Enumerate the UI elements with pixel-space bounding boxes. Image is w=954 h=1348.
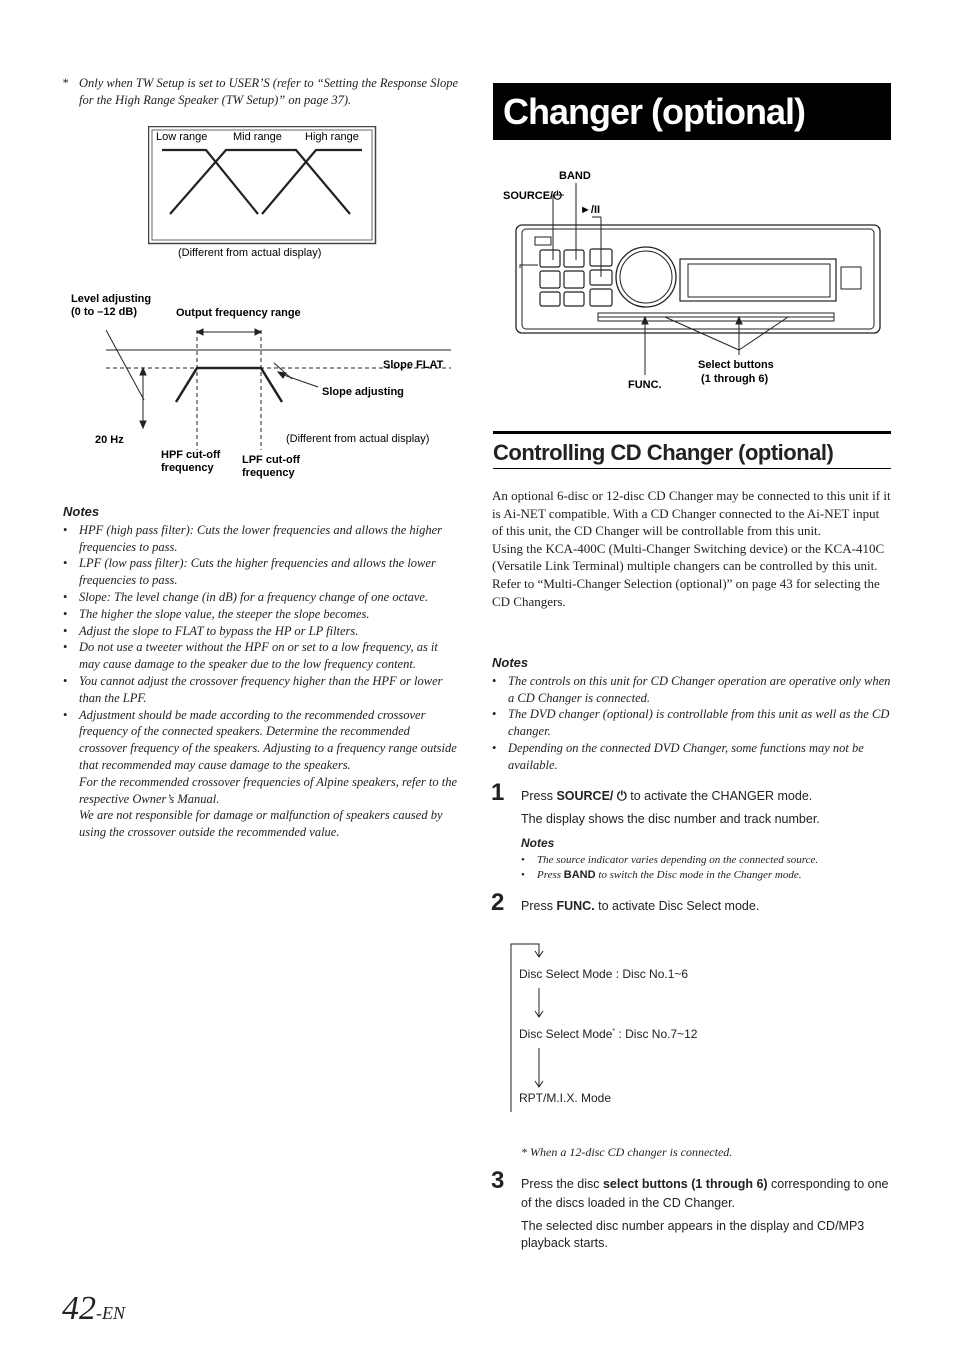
step-2-number: 2 xyxy=(491,889,505,916)
flow-item-2-value: : Disc No.7~12 xyxy=(615,1027,698,1041)
slope-diagram xyxy=(66,290,456,485)
high-range-curve xyxy=(262,150,362,214)
lpf-label-2: frequency xyxy=(242,467,295,479)
step-3-description: The selected disc number appears in the display and CD/MP3 playback starts. xyxy=(521,1219,865,1250)
step-3-number: 3 xyxy=(491,1167,505,1194)
notes-list xyxy=(63,522,461,841)
intro-paragraph-1: An optional 6-disc or 12-disc CD Changer may be connected to this unit if it is Ai-NET compatible. With a CD Changer connected to the Ai-NET input of this unit, the CD Changer will be controllable from this unit. xyxy=(492,488,891,539)
source-label: SOURCE/⏻ xyxy=(503,190,562,202)
range-diagram xyxy=(148,126,378,266)
step-3-bold: select buttons (1 through 6) xyxy=(602,1177,768,1191)
step-1-description: The display shows the disc number and track number. xyxy=(521,812,820,826)
note-bold: BAND xyxy=(563,869,596,881)
hz-label: 20 Hz xyxy=(95,434,124,446)
page-number-value: 42 xyxy=(62,1290,96,1327)
func-label: FUNC. xyxy=(628,379,662,391)
flow-item-2-star: * xyxy=(612,1028,616,1035)
step-1-post: to activate the CHANGER mode. xyxy=(626,789,813,803)
intro-paragraph-2: Using the KCA-400C (Multi-Changer Switching device) or the KCA-410C (Versatile Link Terminal) multiple changers can be controlled by this unit. xyxy=(492,540,885,574)
note-item: • The controls on this unit for CD Changer operation are operative only when a CD Changer is connected. xyxy=(492,673,892,707)
notes-heading: Notes xyxy=(63,504,100,519)
note-long-1: • Adjustment should be made according to the recommended crossover frequency of the connected speakers. Determine the recommended crossover frequency of the speakers. Adjusting to a frequency range outside that recommended may cause damage to the speakers. xyxy=(79,707,457,772)
range-label-high: High range xyxy=(305,131,359,143)
mid-range-curve xyxy=(170,150,350,214)
note-item: • You cannot adjust the crossover frequency higher than the HPF or lower than the LPF. xyxy=(63,673,461,707)
note-item: • The higher the slope value, the steeper the slope becomes. xyxy=(63,606,461,623)
note-item: • HPF (high pass filter): Cuts the lower frequencies and allows the higher frequencies to pass. xyxy=(63,522,461,556)
note-item: • The DVD changer (optional) is controllable from this unit as well as the CD changer. xyxy=(492,706,892,740)
step-2-instruction xyxy=(521,897,891,916)
step-1-note-item: • The source indicator varies depending on the connected source. xyxy=(521,853,891,868)
flow-item-disc-select-2 xyxy=(519,1027,697,1041)
flow-item-rpt-mix: RPT/M.I.X. Mode xyxy=(519,1091,612,1105)
notes-heading: Notes xyxy=(492,655,529,670)
note-pre: Press xyxy=(537,869,564,881)
note-post: to switch the Disc mode in the Changer mode. xyxy=(595,869,802,881)
step-1-notes xyxy=(521,836,891,883)
hpf-label-2: frequency xyxy=(161,462,214,474)
step-3-post: corresponding to one of the discs loaded in the CD Changer. xyxy=(521,1177,889,1210)
step-1-number: 1 xyxy=(491,779,505,806)
range-label-low: Low range xyxy=(156,131,208,143)
step-1-note-item xyxy=(521,868,891,883)
low-range-curve xyxy=(162,150,258,214)
note-item-long xyxy=(63,707,461,841)
section-title: Controlling CD Changer (optional) xyxy=(493,431,891,469)
range-caption: (Different from actual display) xyxy=(178,247,322,259)
step-3-pre: Press the disc xyxy=(521,1177,603,1191)
level-label-2: (0 to –12 dB) xyxy=(71,306,138,318)
note-item: • Depending on the connected DVD Changer, some functions may not be available. xyxy=(492,740,892,774)
step-1-pre: Press xyxy=(521,789,557,803)
step-2-post: to activate Disc Select mode. xyxy=(594,899,760,913)
band-label: BAND xyxy=(559,170,591,182)
play-pause-label: ►/II xyxy=(580,204,601,216)
flow-item-disc-select-1: Disc Select Mode : Disc No.1~6 xyxy=(519,967,689,981)
footnote-text: Only when TW Setup is set to USER’S (refer to “Setting the Response Slope for the High Range Speaker (TW Setup)” on page 37). xyxy=(79,76,458,107)
slope-caption: (Different from actual display) xyxy=(286,433,430,445)
hpf-label-1: HPF cut-off xyxy=(161,449,221,461)
output-range-label: Output frequency range xyxy=(176,307,301,319)
range-label-mid: Mid range xyxy=(233,131,282,143)
page-title: Changer (optional) xyxy=(493,83,891,140)
lpf-label-1: LPF cut-off xyxy=(242,454,301,466)
intro-paragraph-3: Refer to “Multi-Changer Selection (optional)” on page 43 for selecting the CD Changers. xyxy=(492,575,880,609)
intro-text xyxy=(492,487,892,610)
note-item: • Adjust the slope to FLAT to bypass the HP or LP filters. xyxy=(63,623,461,640)
slope-flat-label: Slope FLAT xyxy=(383,359,444,371)
page-number-suffix: -EN xyxy=(96,1303,125,1323)
flow-item-2-label: Disc Select Mode xyxy=(519,1027,613,1041)
step-1-instruction xyxy=(521,787,891,806)
step-1-bold: SOURCE/ ⏻ xyxy=(556,789,627,803)
step-1-notes-heading: Notes xyxy=(521,836,555,850)
slope-adjusting-label: Slope adjusting xyxy=(322,386,404,398)
right-notes xyxy=(492,655,892,774)
footnote-star: * xyxy=(62,76,69,90)
step-2-bold: FUNC. xyxy=(556,899,595,913)
page-number xyxy=(62,1290,125,1328)
note-long-2: For the recommended crossover frequencies of Alpine speakers, refer to the respective Owner’s Manual. xyxy=(79,774,458,806)
step-2-pre: Press xyxy=(521,899,557,913)
notes-list xyxy=(492,673,892,774)
note-item: • LPF (low pass filter): Cuts the higher frequencies and allows the lower frequencies to pass. xyxy=(63,555,461,589)
select-buttons-label-2: (1 through 6) xyxy=(701,373,769,385)
left-notes xyxy=(63,504,461,841)
level-label-1: Level adjusting xyxy=(71,293,152,305)
footnote xyxy=(62,75,462,109)
step-3-instruction xyxy=(521,1175,891,1213)
note-long-3: We are not responsible for damage or malfunction of speakers caused by using the crossover outside the recommended value. xyxy=(79,808,443,840)
head-unit-illustration xyxy=(498,165,888,395)
note-item: • Do not use a tweeter without the HPF on or set to a low frequency, as it may cause damage to the speaker due to the low frequency content. xyxy=(63,639,461,673)
flow-footnote: * When a 12-disc CD changer is connected. xyxy=(521,1145,733,1159)
select-buttons-label-1: Select buttons xyxy=(698,359,774,371)
step-1-notes-list xyxy=(521,853,891,883)
note-item: • Slope: The level change (in dB) for a frequency change of one octave. xyxy=(63,589,461,606)
